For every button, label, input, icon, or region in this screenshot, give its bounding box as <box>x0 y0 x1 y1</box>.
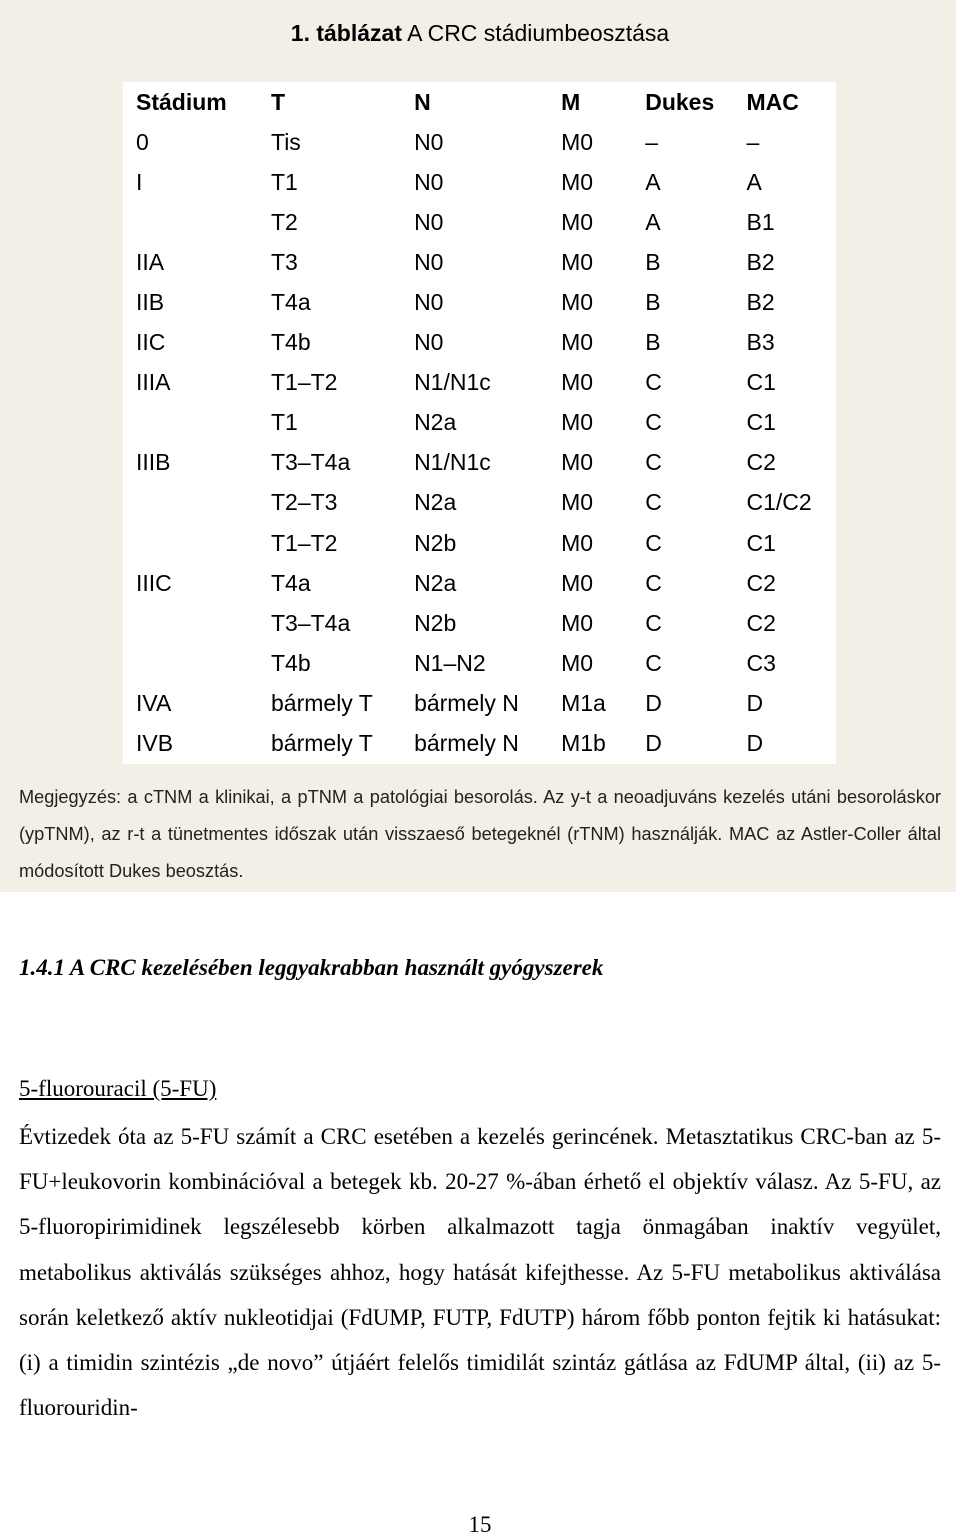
table-cell: T3–T4a <box>271 609 351 636</box>
table-cell: N2a <box>414 409 457 436</box>
table-cell: B1 <box>746 208 775 235</box>
table-cell: bármely T <box>271 689 373 716</box>
table-cell: – <box>645 128 659 155</box>
table-cell: C <box>645 449 662 476</box>
table-cell: C2 <box>746 449 776 476</box>
staging-table-container <box>123 82 836 764</box>
table-row <box>136 323 836 363</box>
table-cell: A <box>746 168 762 195</box>
header-cell: MAC <box>746 88 799 115</box>
table-row <box>136 162 836 202</box>
table-cell: bármely N <box>414 689 519 716</box>
table-cell: M0 <box>561 529 594 556</box>
table-cell: D <box>746 689 764 716</box>
table-cell: IIIC <box>136 569 172 596</box>
table-cell: B2 <box>746 248 775 275</box>
table-cell: D <box>645 730 662 757</box>
table-cell: C1/C2 <box>746 489 812 516</box>
header-cell: M <box>561 88 581 115</box>
table-cell: IIIA <box>136 369 171 396</box>
table-cell: T1–T2 <box>271 529 338 556</box>
table-row <box>136 122 836 162</box>
header-cell: Stádium <box>136 88 227 115</box>
table-cell: 0 <box>136 128 149 155</box>
table-row <box>136 363 836 403</box>
table-cell: M1a <box>561 689 606 716</box>
table-cell: C <box>645 489 662 516</box>
table-cell: T1–T2 <box>271 369 338 396</box>
table-cell <box>136 643 271 683</box>
table-cell: C2 <box>746 569 776 596</box>
table-row <box>136 483 836 523</box>
table-cell: D <box>645 689 662 716</box>
table-cell: M0 <box>561 128 594 155</box>
table-cell: N1–N2 <box>414 649 486 676</box>
table-cell: B <box>645 329 661 356</box>
table-cell <box>136 603 271 643</box>
table-caption <box>0 20 960 47</box>
table-row <box>136 523 836 563</box>
table-cell: M0 <box>561 449 594 476</box>
table-cell: T4b <box>271 649 311 676</box>
table-cell: A <box>645 168 661 195</box>
table-cell: M0 <box>561 649 594 676</box>
table-row <box>136 202 836 242</box>
table-cell: IIIB <box>136 449 171 476</box>
table-cell: M0 <box>561 609 594 636</box>
table-cell: N0 <box>414 289 444 316</box>
table-row <box>136 603 836 643</box>
table-cell: M0 <box>561 168 594 195</box>
table-cell: T4a <box>271 569 311 596</box>
table-cell: N0 <box>414 168 444 195</box>
table-cell: C <box>645 369 662 396</box>
drug-subheading: 5-fluorouracil (5-FU) <box>19 1076 217 1101</box>
header-cell: T <box>271 88 286 115</box>
table-cell: N2a <box>414 569 457 596</box>
table-row <box>136 643 836 683</box>
table-cell: M0 <box>561 369 594 396</box>
table-cell: C1 <box>746 409 776 436</box>
table-cell: C <box>645 609 662 636</box>
table-cell: T2 <box>271 208 298 235</box>
table-cell: B3 <box>746 329 775 356</box>
table-cell: M0 <box>561 208 594 235</box>
header-cell: Dukes <box>645 88 715 115</box>
table-row <box>136 563 836 603</box>
table-cell: M1b <box>561 730 606 757</box>
table-cell: N2b <box>414 609 457 636</box>
body-paragraph: Évtizedek óta az 5-FU számít a CRC esetében a kezelés gerincének. Metasztatikus CRC-ban az 5-FU+leukovorin kombinációval a betegek kb. 20-27 %-ában érhető el objektív válasz. Az 5-FU, az 5-fluoropirimidinek legszélesebb körben alkalmazott tagja önmagában inaktív vegyület, metabolikus aktiválás szükséges ahhoz, hogy hatását kifejthesse. Az 5-FU metabolikus aktiválása során keletkező aktív nukleotidjai (FdUMP, FUTP, FdUTP) három főbb ponton fejtik ki hatásukat: (i) a timidin szintézis „de novo” útjáért felelős timidilát szintáz gátlása az FdUMP által, (ii) az 5-fluorouridin- <box>19 1124 941 1421</box>
table-cell: M0 <box>561 409 594 436</box>
table-cell: C <box>645 569 662 596</box>
caption-number: 1. táblázat <box>290 20 402 46</box>
table-row <box>136 403 836 443</box>
table-cell: bármely N <box>414 730 519 757</box>
table-cell: B <box>645 289 661 316</box>
table-cell: M0 <box>561 569 594 596</box>
table-cell <box>136 523 271 563</box>
table-cell: B <box>645 248 661 275</box>
table-cell: Tis <box>271 128 301 155</box>
table-row <box>136 443 836 483</box>
table-cell: C3 <box>746 649 776 676</box>
header-cell: N <box>414 88 431 115</box>
table-cell: bármely T <box>271 730 373 757</box>
table-cell: T1 <box>271 409 298 436</box>
table-cell: T4a <box>271 289 311 316</box>
table-cell: T3–T4a <box>271 449 351 476</box>
table-cell: N0 <box>414 329 444 356</box>
table-cell: C <box>645 409 662 436</box>
table-cell: N2b <box>414 529 457 556</box>
table-cell: N0 <box>414 128 444 155</box>
table-cell: T2–T3 <box>271 489 338 516</box>
table-cell: M0 <box>561 329 594 356</box>
table-note: Megjegyzés: a cTNM a klinikai, a pTNM a patológiai besorolás. Az y-t a neoadjuváns kezelés utáni besoroláskor (ypTNM), az r-t a tünetmentes időszak után visszaeső betegeknél (rTNM) használják. MAC az Astler-Coller által módosított Dukes beosztás. <box>19 787 941 881</box>
caption-title: A CRC stádiumbeosztása <box>407 20 670 46</box>
table-cell: C1 <box>746 529 776 556</box>
table-cell <box>136 202 271 242</box>
table-cell: M0 <box>561 289 594 316</box>
table-cell: B2 <box>746 289 775 316</box>
table-cell: C2 <box>746 609 776 636</box>
table-cell: C1 <box>746 369 776 396</box>
section-heading: 1.4.1 A CRC kezelésében leggyakrabban használt gyógyszerek <box>19 955 604 980</box>
table-cell: T1 <box>271 168 298 195</box>
table-row <box>136 683 836 723</box>
table-cell: – <box>746 128 760 155</box>
table-cell: IIA <box>136 248 165 275</box>
table-cell: A <box>645 208 661 235</box>
table-row <box>136 724 836 764</box>
table-cell <box>136 483 271 523</box>
table-cell: C <box>645 649 662 676</box>
table-header-row <box>136 82 836 122</box>
table-cell: N1/N1c <box>414 369 491 396</box>
staging-table <box>136 82 836 764</box>
table-cell: IVB <box>136 730 174 757</box>
table-row <box>136 282 836 322</box>
table-cell: N0 <box>414 248 444 275</box>
table-cell: M0 <box>561 248 594 275</box>
table-cell: D <box>746 730 764 757</box>
table-cell: C <box>645 529 662 556</box>
table-body <box>136 122 836 764</box>
table-cell: IVA <box>136 689 172 716</box>
table-cell: IIC <box>136 329 166 356</box>
table-cell: T4b <box>271 329 311 356</box>
table-row <box>136 242 836 282</box>
table-cell: N1/N1c <box>414 449 491 476</box>
table-cell <box>136 403 271 443</box>
table-cell: N2a <box>414 489 457 516</box>
table-cell: T3 <box>271 248 298 275</box>
table-cell: IIB <box>136 289 165 316</box>
page-number: 15 <box>468 1512 492 1537</box>
table-cell: N0 <box>414 208 444 235</box>
table-cell: M0 <box>561 489 594 516</box>
table-cell: I <box>136 168 143 195</box>
